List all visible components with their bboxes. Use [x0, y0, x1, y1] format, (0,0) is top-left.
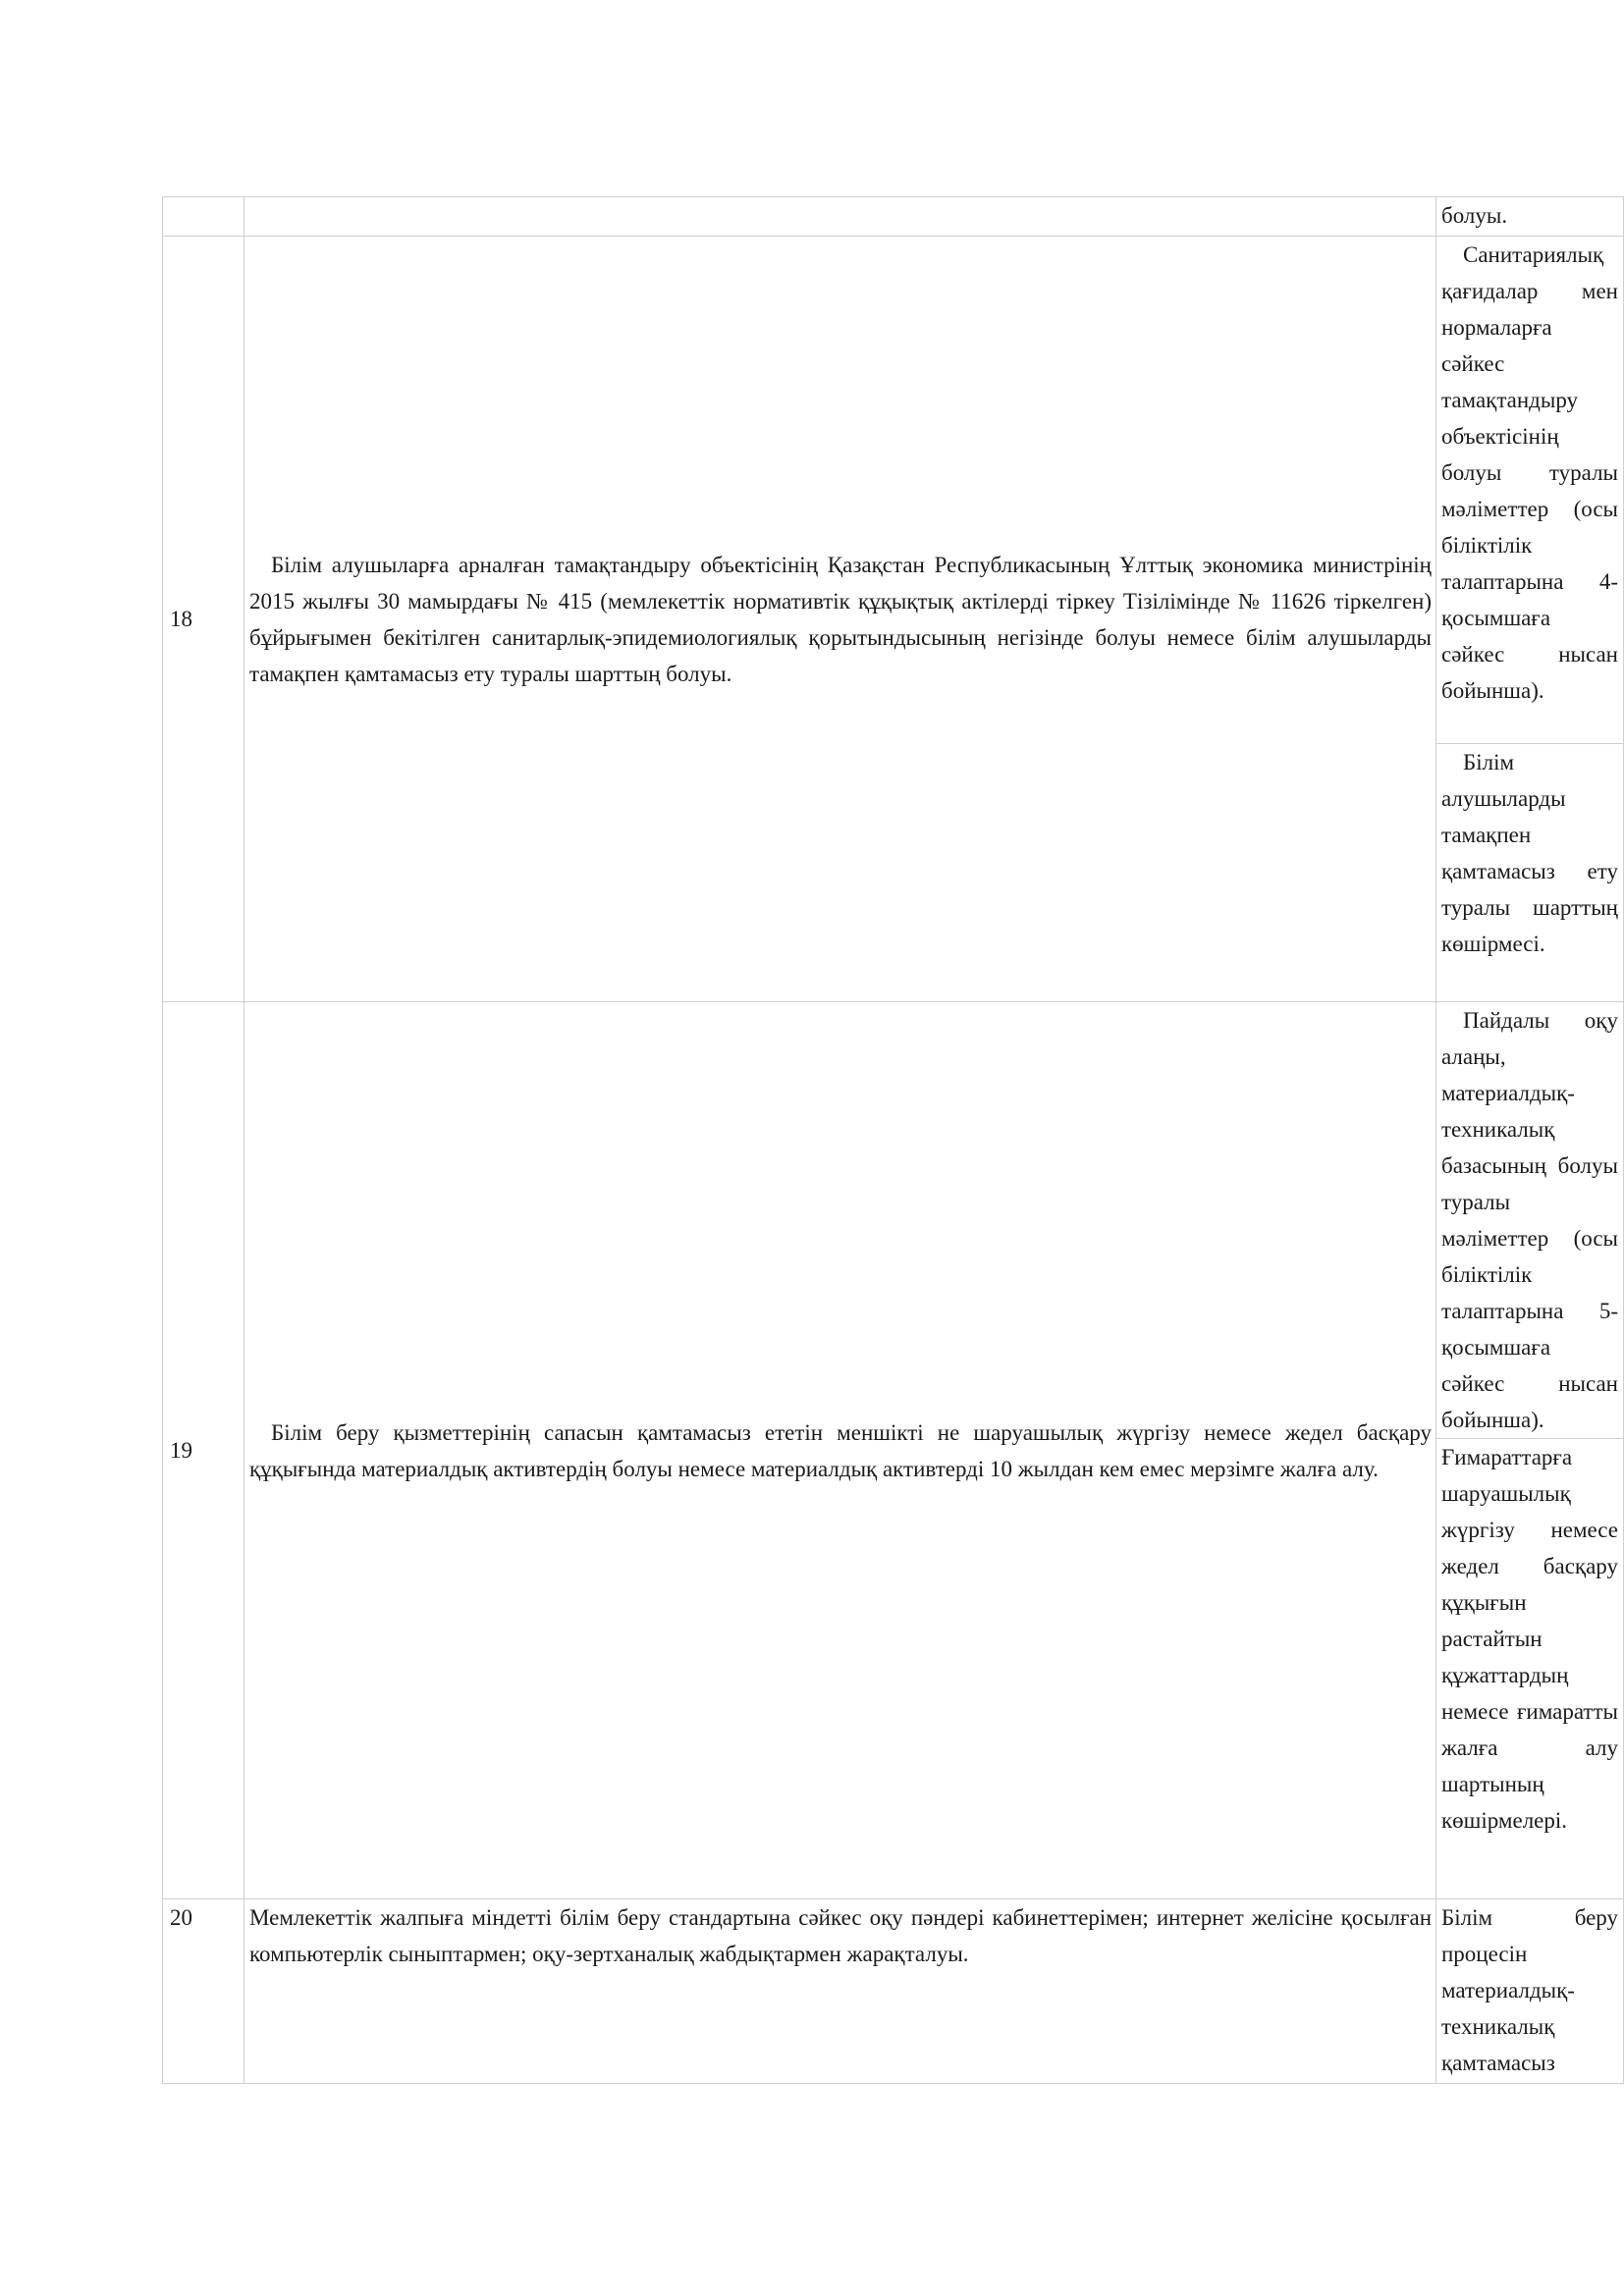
- requirement-text: Білім беру қызметтерінің сапасын қамтамасыз ететін меншікті не шаруашылық жүргізу немесе жедел басқару құқығында материалдық активтердің болуы немесе материалдық активтерді 10 жылдан кем емес мерзімге жалға алу.: [249, 1419, 1432, 1481]
- row-number-cell: 18: [163, 237, 244, 1002]
- document-cell: [1436, 237, 1624, 744]
- document-cell: [1436, 744, 1624, 1002]
- table-row: [163, 237, 1624, 744]
- table-row: [163, 1002, 1624, 1439]
- requirement-cell: [244, 1002, 1436, 1899]
- row-number-cell: 20: [163, 1899, 244, 2084]
- document-cell: болуы.: [1436, 197, 1624, 237]
- document-cell: Білім беру процесін материалдық-техникалық қамтамасыз: [1436, 1899, 1624, 2084]
- document-cell: [1436, 1002, 1624, 1439]
- row-number-cell: [163, 197, 244, 237]
- requirement-cell: [244, 237, 1436, 1002]
- requirement-text: Білім алушыларға арналған тамақтандыру объектісінің Қазақстан Республикасының Ұлттық экономика министрінің 2015 жылғы 30 мамырдағы № 415 (мемлекеттік нормативтік құқықтық актілерді тіркеу Тізілімінде № 11626 тіркелген) бұйрығымен бекітілген санитарлық-эпидемиологиялық қорытындысының негізінде болуы немесе білім алушыларды тамақпен қамтамасыз ету туралы шарттың болуы.: [249, 552, 1432, 686]
- requirement-cell: Мемлекеттік жалпыға міндетті білім беру стандартына сәйкес оқу пәндері кабинеттерімен; интернет желісіне қосылған компьютерлік сыныптармен; оқу-зертханалық жабдықтармен жарақталуы.: [244, 1899, 1436, 2084]
- table-row: [163, 197, 1624, 237]
- requirements-table: [162, 196, 1624, 2084]
- table-row: [163, 1899, 1624, 2084]
- document-text: Пайдалы оқу алаңы, материалдық-техникалық базасының болуы туралы мәліметтер (осы біліктілік талаптарына 5-қосымшаға сәйкес нысан бойынша).: [1441, 1008, 1618, 1432]
- document-cell: Ғимараттарға шаруашылық жүргізу немесе жедел басқару құқығын растайтын құжаттардың немесе ғимаратты жалға алу шартының көшірмелері.: [1436, 1439, 1624, 1899]
- row-number-cell: 19: [163, 1002, 244, 1899]
- document-text: Білім алушыларды тамақпен қамтамасыз ету туралы шарттың көшірмесі.: [1441, 750, 1618, 956]
- requirement-cell: [244, 197, 1436, 237]
- document-text: Санитариялық қағидалар мен нормаларға сәйкес тамақтандыру объектісінің болуы туралы мәліметтер (осы біліктілік талаптарына 4-қосымшаға сәйкес нысан бойынша).: [1441, 242, 1618, 703]
